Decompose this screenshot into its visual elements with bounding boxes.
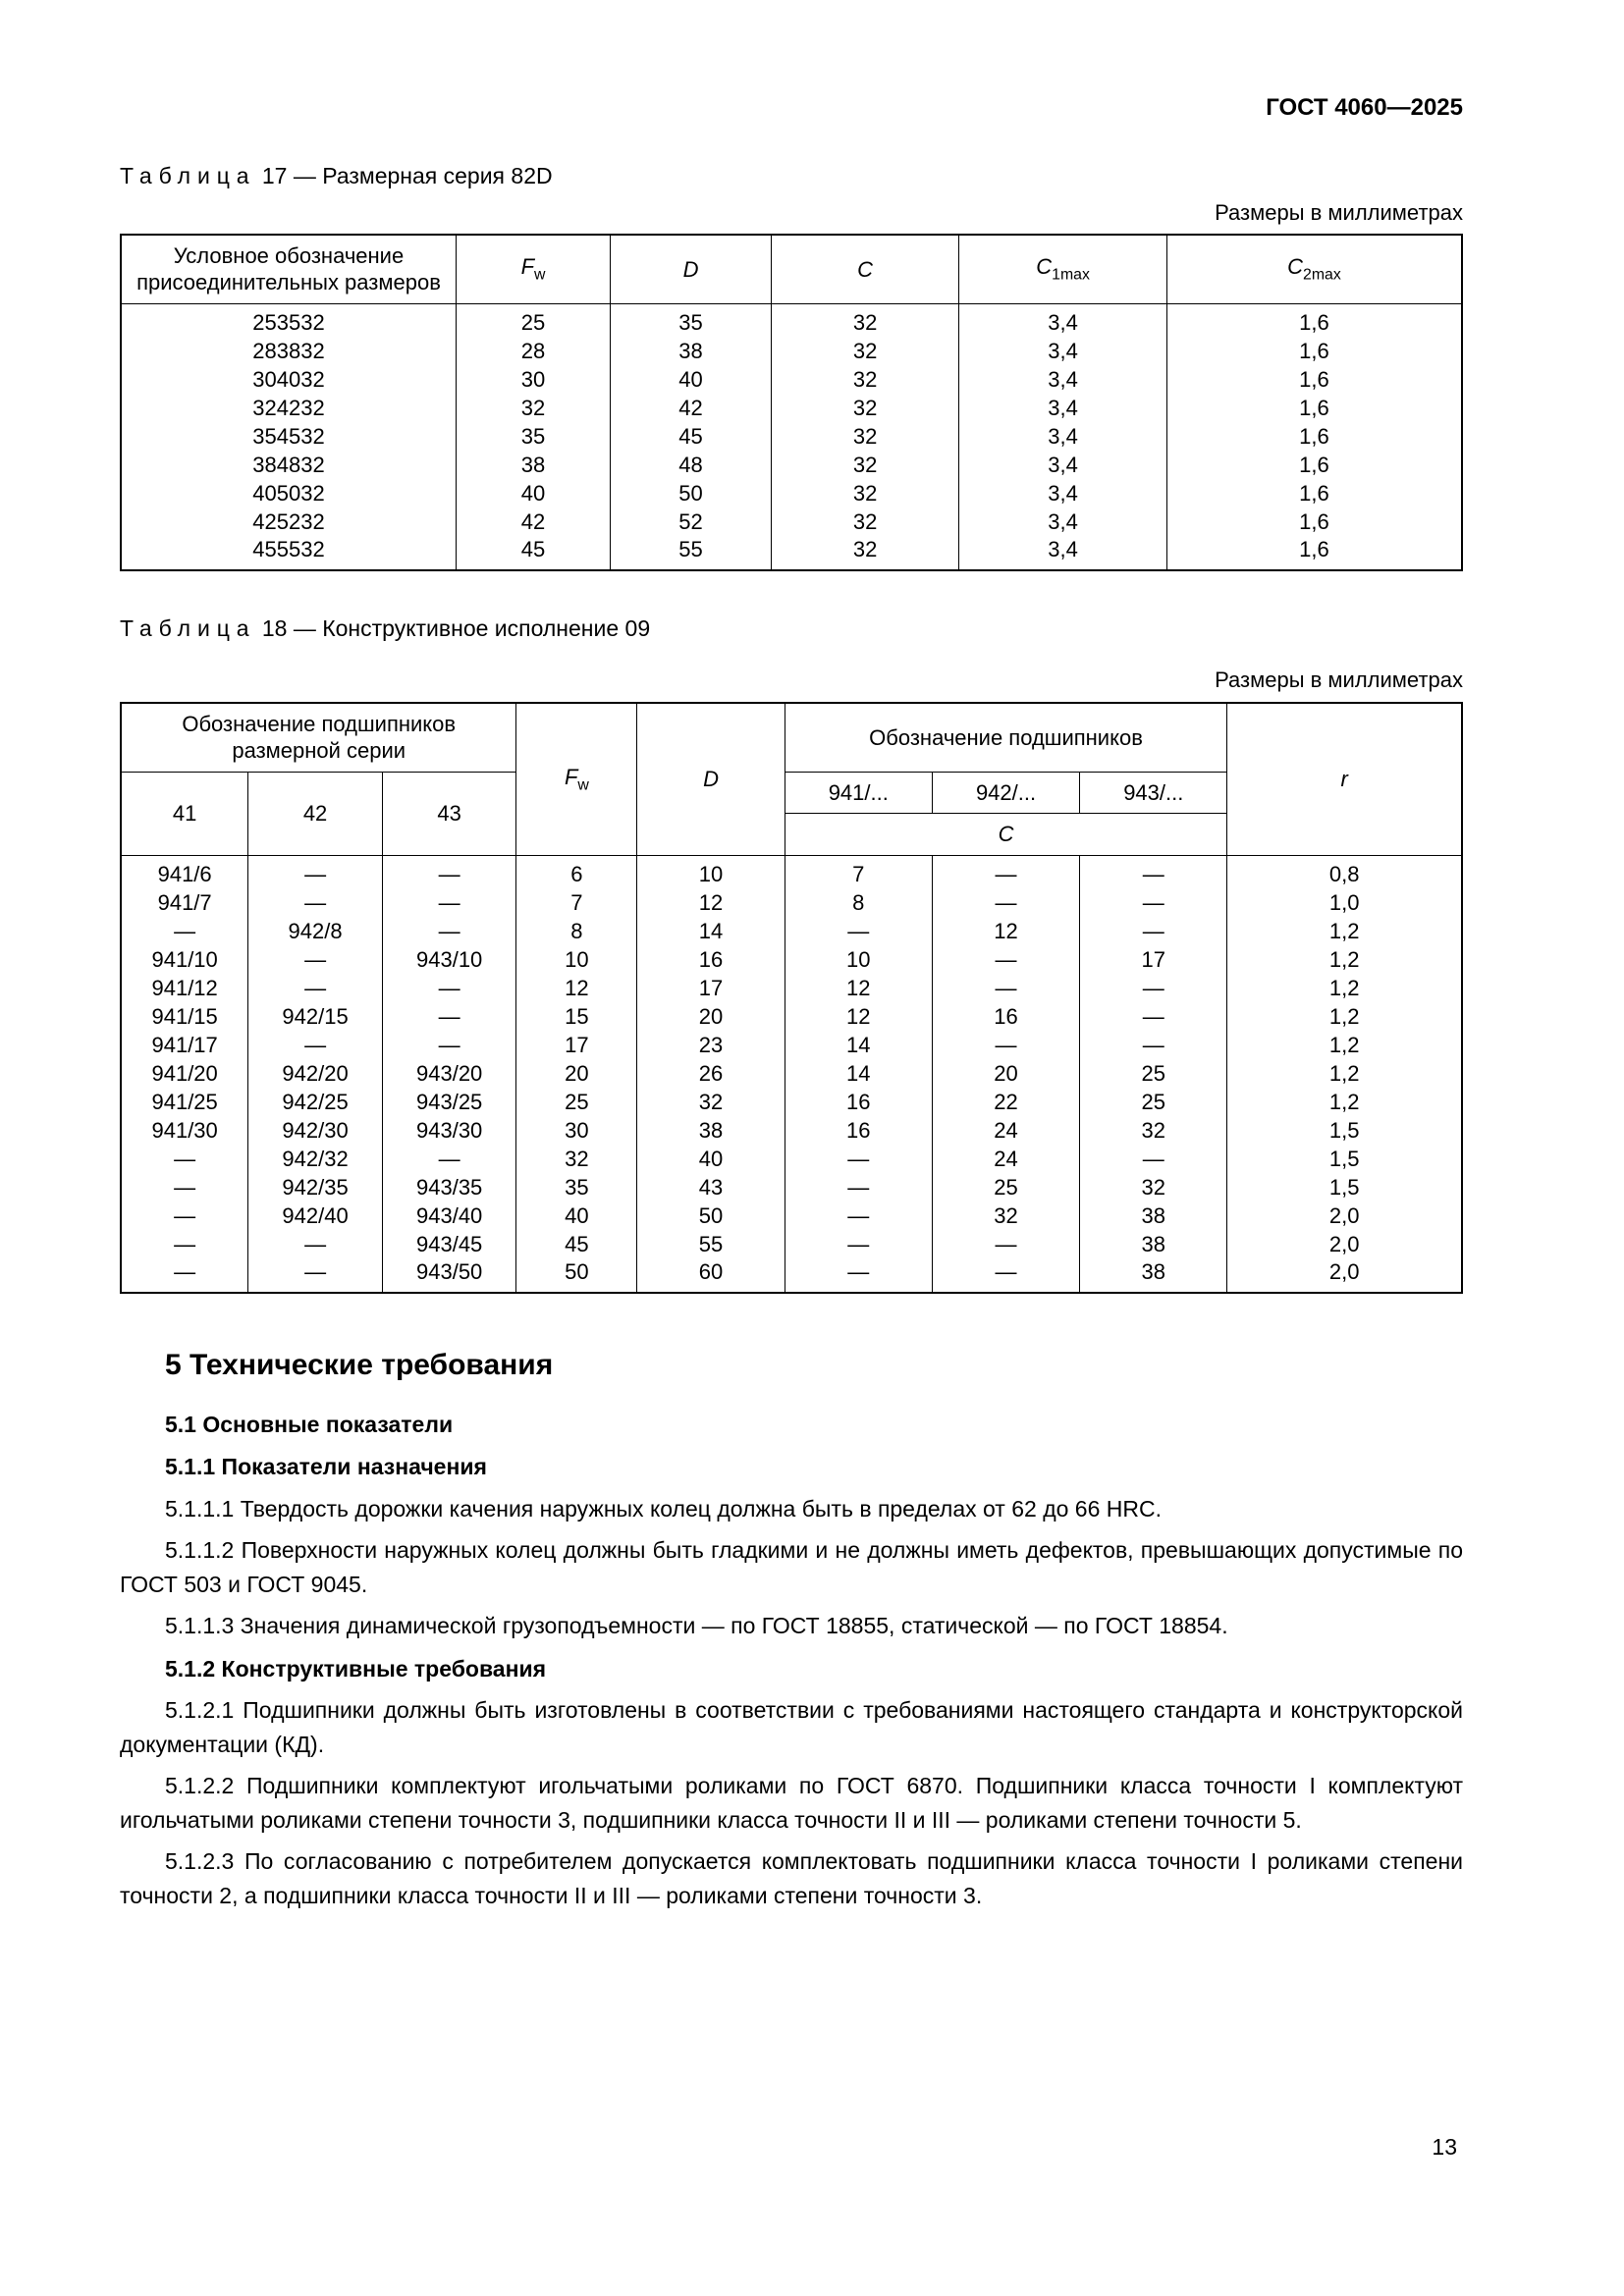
table-cell: 943/50 — [382, 1258, 516, 1292]
table-cell: 405032 — [121, 479, 457, 507]
table-cell: 942/40 — [248, 1201, 383, 1230]
table-cell: 45 — [457, 536, 611, 569]
table-18-caption — [120, 614, 1463, 643]
table-cell: 1,0 — [1227, 888, 1462, 917]
table-cell: 55 — [637, 1230, 785, 1258]
col-header-d: D — [611, 235, 772, 304]
table-cell: 425232 — [121, 507, 457, 536]
table-cell: 304032 — [121, 365, 457, 394]
table-cell: — — [121, 1230, 248, 1258]
table-cell: — — [1080, 1031, 1227, 1059]
table-cell: 942/32 — [248, 1145, 383, 1173]
paragraph-5-1-1-1: 5.1.1.1 Твердость дорожки качения наружных колец должна быть в пределах от 62 до 66 HRC. — [165, 1495, 1162, 1522]
table-cell: 943/35 — [382, 1173, 516, 1201]
table-cell: 60 — [637, 1258, 785, 1292]
table-cell: 30 — [516, 1116, 637, 1145]
table-cell: 3,4 — [959, 422, 1167, 451]
table-cell: — — [785, 1230, 932, 1258]
table-cell: 3,4 — [959, 479, 1167, 507]
table-cell: — — [121, 1258, 248, 1292]
table-cell: 25 — [516, 1088, 637, 1116]
table-cell: 32 — [637, 1088, 785, 1116]
table-row — [121, 337, 1462, 365]
table-cell: 1,6 — [1166, 365, 1462, 394]
table-17-header — [121, 235, 1462, 304]
table-cell: 32 — [457, 394, 611, 422]
table-cell: 1,5 — [1227, 1116, 1462, 1145]
table-cell: 1,2 — [1227, 945, 1462, 974]
table-cell: — — [248, 888, 383, 917]
table-cell: — — [1080, 888, 1227, 917]
table-cell: — — [121, 917, 248, 945]
col-header-942: 942/... — [932, 772, 1079, 814]
table-cell: 943/10 — [382, 945, 516, 974]
table-row — [121, 536, 1462, 569]
table-cell: 50 — [637, 1201, 785, 1230]
table-cell: 942/20 — [248, 1059, 383, 1088]
table-cell: 42 — [457, 507, 611, 536]
table-18-header — [121, 703, 1462, 856]
table-cell: 8 — [516, 917, 637, 945]
table-cell: 25 — [932, 1173, 1079, 1201]
table-cell: 1,6 — [1166, 507, 1462, 536]
table-cell: — — [121, 1173, 248, 1201]
table-cell: — — [248, 1031, 383, 1059]
table-cell: 15 — [516, 1002, 637, 1031]
table-cell: 32 — [771, 479, 958, 507]
table-cell: 32 — [771, 303, 958, 337]
table-row — [121, 1230, 1462, 1258]
col-header-42: 42 — [248, 772, 383, 855]
table-cell: — — [248, 1258, 383, 1292]
table-cell: 943/40 — [382, 1201, 516, 1230]
table-cell: 1,5 — [1227, 1145, 1462, 1173]
table-cell: 1,2 — [1227, 974, 1462, 1002]
table-cell: 943/45 — [382, 1230, 516, 1258]
table-cell: 941/25 — [121, 1088, 248, 1116]
table-cell: 38 — [611, 337, 772, 365]
table-cell: 941/7 — [121, 888, 248, 917]
table-cell: — — [932, 1230, 1079, 1258]
table-17-caption — [120, 162, 1463, 190]
table-cell: — — [382, 888, 516, 917]
table-cell: — — [248, 1230, 383, 1258]
table-17-body — [121, 303, 1462, 569]
table-cell: 40 — [457, 479, 611, 507]
table-cell: 28 — [457, 337, 611, 365]
table-cell: — — [932, 1031, 1079, 1059]
table-cell: — — [785, 917, 932, 945]
table-cell: 32 — [516, 1145, 637, 1173]
table-row — [121, 974, 1462, 1002]
table-row — [121, 1059, 1462, 1088]
table-cell: 16 — [637, 945, 785, 974]
table-row — [121, 507, 1462, 536]
table-cell: 14 — [785, 1059, 932, 1088]
table-17 — [120, 234, 1463, 571]
table-cell: — — [382, 917, 516, 945]
table-cell: 1,2 — [1227, 1031, 1462, 1059]
table-cell: 1,6 — [1166, 303, 1462, 337]
table-cell: 941/30 — [121, 1116, 248, 1145]
doc-number: ГОСТ 4060—2025 — [1266, 94, 1463, 121]
table-cell: 16 — [785, 1116, 932, 1145]
table-cell: 12 — [785, 1002, 932, 1031]
table-cell: — — [1080, 1002, 1227, 1031]
table-cell: 32 — [1080, 1116, 1227, 1145]
table-row — [121, 1201, 1462, 1230]
table-cell: 941/15 — [121, 1002, 248, 1031]
col-group-series-designation: Обозначение подшипников размерной серии — [121, 703, 516, 773]
table-cell: 38 — [457, 451, 611, 479]
table-row — [121, 917, 1462, 945]
col-header-c1max: $C_{1max}$ — [959, 235, 1167, 304]
col-header-c: C — [771, 235, 958, 304]
col-header-fw: $F_w$ — [457, 235, 611, 304]
table-cell: — — [932, 945, 1079, 974]
table-cell: 50 — [611, 479, 772, 507]
table-row — [121, 1002, 1462, 1031]
table-cell: 32 — [771, 536, 958, 569]
table-cell: 32 — [771, 451, 958, 479]
table-cell: — — [382, 855, 516, 888]
table-cell: 941/6 — [121, 855, 248, 888]
table-cell: 38 — [1080, 1258, 1227, 1292]
table-cell: 7 — [785, 855, 932, 888]
table-row — [121, 855, 1462, 888]
table-cell: 3,4 — [959, 394, 1167, 422]
table-cell: 17 — [1080, 945, 1227, 974]
table-row — [121, 422, 1462, 451]
table-cell: 943/30 — [382, 1116, 516, 1145]
table-cell: 3,4 — [959, 536, 1167, 569]
table-cell: 35 — [516, 1173, 637, 1201]
col-header-943: 943/... — [1080, 772, 1227, 814]
paragraph-5-1-2-2: 5.1.2.2 Подшипники комплектуют игольчатыми роликами по ГОСТ 6870. Подшипники класса точности I комплектуют игольчатыми роликами степени точности 3, подшипники класса точности II и III — роликами степени точности 5. — [120, 1773, 1463, 1833]
table-cell: 10 — [516, 945, 637, 974]
table-row — [121, 1088, 1462, 1116]
table-cell: 8 — [785, 888, 932, 917]
table-cell: 1,6 — [1166, 394, 1462, 422]
heading-5-1-2: 5.1.2 Конструктивные требования — [165, 1655, 547, 1682]
table-cell: 1,6 — [1166, 451, 1462, 479]
table-18 — [120, 702, 1463, 1294]
table-cell: 942/15 — [248, 1002, 383, 1031]
table-cell: 16 — [785, 1088, 932, 1116]
table-cell: 17 — [637, 974, 785, 1002]
table-row — [121, 394, 1462, 422]
table-cell: 17 — [516, 1031, 637, 1059]
table-row — [121, 1258, 1462, 1292]
table-cell: 22 — [932, 1088, 1079, 1116]
table-17-header-row — [121, 235, 1462, 304]
table-cell: — — [932, 855, 1079, 888]
table-cell: 941/20 — [121, 1059, 248, 1088]
table-cell: 943/20 — [382, 1059, 516, 1088]
table-cell: 942/8 — [248, 917, 383, 945]
table-cell: — — [785, 1145, 932, 1173]
table-cell: — — [382, 974, 516, 1002]
table-cell: 14 — [785, 1031, 932, 1059]
table-cell: 3,4 — [959, 337, 1167, 365]
table-cell: 1,2 — [1227, 1002, 1462, 1031]
table-cell: 38 — [637, 1116, 785, 1145]
table-cell: 45 — [611, 422, 772, 451]
table-cell: 1,6 — [1166, 479, 1462, 507]
table-cell: 1,6 — [1166, 536, 1462, 569]
table-cell: 38 — [1080, 1201, 1227, 1230]
table-18-body — [121, 855, 1462, 1292]
paragraph-5-1-1-3: 5.1.1.3 Значения динамической грузоподъемности — по ГОСТ 18855, статической — по ГОСТ 18854. — [165, 1613, 1228, 1639]
table-cell: — — [785, 1173, 932, 1201]
table-cell: 1,6 — [1166, 337, 1462, 365]
table-row — [121, 1031, 1462, 1059]
table-cell: 24 — [932, 1145, 1079, 1173]
col-header-c: С — [785, 814, 1227, 856]
table-cell: — — [382, 1002, 516, 1031]
table-cell: 7 — [516, 888, 637, 917]
table-row — [121, 1116, 1462, 1145]
table-cell: — — [248, 855, 383, 888]
table-cell: — — [932, 974, 1079, 1002]
table-cell: 10 — [637, 855, 785, 888]
table-cell: 50 — [516, 1258, 637, 1292]
table-cell: 3,4 — [959, 451, 1167, 479]
table-cell: 354532 — [121, 422, 457, 451]
table-row — [121, 365, 1462, 394]
table-cell: 2,0 — [1227, 1258, 1462, 1292]
table-cell: — — [121, 1201, 248, 1230]
table-cell: 253532 — [121, 303, 457, 337]
table-18-header-row-1 — [121, 703, 1462, 773]
table-cell: 26 — [637, 1059, 785, 1088]
table-cell: — — [1080, 1145, 1227, 1173]
table-row — [121, 303, 1462, 337]
col-header-c2max: $C_{2max}$ — [1166, 235, 1462, 304]
table-cell: 32 — [771, 394, 958, 422]
table-18-units-note: Размеры в миллиметрах — [1215, 667, 1463, 693]
table-cell: 941/12 — [121, 974, 248, 1002]
table-cell: 1,5 — [1227, 1173, 1462, 1201]
table-cell: — — [1080, 855, 1227, 888]
table-cell: 25 — [1080, 1088, 1227, 1116]
table-cell: 943/25 — [382, 1088, 516, 1116]
table-cell: — — [382, 1031, 516, 1059]
table-cell: 455532 — [121, 536, 457, 569]
table-cell: 14 — [637, 917, 785, 945]
col-header-d: D — [637, 703, 785, 856]
table-cell: 40 — [516, 1201, 637, 1230]
table-cell: 942/25 — [248, 1088, 383, 1116]
table-cell: 32 — [771, 337, 958, 365]
table-row — [121, 479, 1462, 507]
table-cell: 3,4 — [959, 365, 1167, 394]
table-cell: 0,8 — [1227, 855, 1462, 888]
table-caption-word: Таблица — [120, 614, 256, 641]
table-cell: 48 — [611, 451, 772, 479]
table-cell: — — [1080, 974, 1227, 1002]
table-cell: 32 — [1080, 1173, 1227, 1201]
paragraph-5-1-1-2: 5.1.1.2 Поверхности наружных колец должны быть гладкими и не должны иметь дефектов, превышающих допустимые по ГОСТ 503 и ГОСТ 9045. — [120, 1537, 1463, 1597]
col-header-43: 43 — [382, 772, 516, 855]
table-cell: 42 — [611, 394, 772, 422]
table-caption-word: Таблица — [120, 162, 256, 188]
table-cell: 35 — [457, 422, 611, 451]
table-cell: 32 — [771, 507, 958, 536]
table-cell: — — [248, 945, 383, 974]
page-number: 13 — [1432, 2134, 1457, 2160]
table-cell: 24 — [932, 1116, 1079, 1145]
col-header-941: 941/... — [785, 772, 932, 814]
table-cell: 941/17 — [121, 1031, 248, 1059]
table-cell: 25 — [1080, 1059, 1227, 1088]
table-cell: 25 — [457, 303, 611, 337]
table-cell: 942/30 — [248, 1116, 383, 1145]
section-5-title: 5 Технические требования — [165, 1348, 554, 1381]
table-cell: — — [382, 1145, 516, 1173]
table-cell: — — [785, 1258, 932, 1292]
table-cell: 45 — [516, 1230, 637, 1258]
table-cell: 3,4 — [959, 507, 1167, 536]
col-group-bearing-designation: Обозначение подшипников — [785, 703, 1227, 773]
table-cell: 941/10 — [121, 945, 248, 974]
table-row — [121, 888, 1462, 917]
table-cell: 3,4 — [959, 303, 1167, 337]
table-cell: 16 — [932, 1002, 1079, 1031]
table-cell: 20 — [516, 1059, 637, 1088]
table-cell: — — [932, 888, 1079, 917]
table-cell: 35 — [611, 303, 772, 337]
table-cell: 2,0 — [1227, 1201, 1462, 1230]
table-cell: 32 — [771, 422, 958, 451]
table-cell: — — [785, 1201, 932, 1230]
table-cell: 2,0 — [1227, 1230, 1462, 1258]
table-cell: — — [932, 1258, 1079, 1292]
table-cell: 12 — [637, 888, 785, 917]
table-cell: 12 — [785, 974, 932, 1002]
table-cell: 23 — [637, 1031, 785, 1059]
col-header-r: r — [1227, 703, 1462, 856]
table-cell: 942/35 — [248, 1173, 383, 1201]
table-row — [121, 1145, 1462, 1173]
table-17-units-note: Размеры в миллиметрах — [1215, 199, 1463, 225]
table-caption-text: 17 — Размерная серия 82D — [261, 162, 553, 188]
col-header-41: 41 — [121, 772, 248, 855]
table-cell: 32 — [771, 365, 958, 394]
col-header-designation: Условное обозначение присоединительных размеров — [121, 235, 457, 304]
paragraph-5-1-2-3: 5.1.2.3 По согласованию с потребителем допускается комплектовать подшипники класса точности I роликами степени точности 2, а подшипники класса точности II и III — роликами степени точности 3. — [120, 1848, 1463, 1908]
table-cell: 1,2 — [1227, 1088, 1462, 1116]
table-caption-text: 18 — Конструктивное исполнение 09 — [261, 614, 651, 641]
table-cell: 10 — [785, 945, 932, 974]
table-cell: 384832 — [121, 451, 457, 479]
table-cell: 324232 — [121, 394, 457, 422]
heading-5-1-1: 5.1.1 Показатели назначения — [165, 1454, 487, 1480]
table-cell: 55 — [611, 536, 772, 569]
table-cell: 40 — [611, 365, 772, 394]
table-cell: 20 — [932, 1059, 1079, 1088]
col-header-fw: $F_w$ — [516, 703, 637, 856]
table-cell: 1,6 — [1166, 422, 1462, 451]
table-cell: 283832 — [121, 337, 457, 365]
table-row — [121, 1173, 1462, 1201]
table-cell: 12 — [932, 917, 1079, 945]
table-row — [121, 945, 1462, 974]
paragraph-5-1-2-1: 5.1.2.1 Подшипники должны быть изготовлены в соответствии с требованиями настоящего стандарта и конструкторской документации (КД). — [120, 1697, 1463, 1757]
table-cell: 30 — [457, 365, 611, 394]
table-cell: — — [1080, 917, 1227, 945]
table-cell: 6 — [516, 855, 637, 888]
table-cell: 20 — [637, 1002, 785, 1031]
table-cell: 32 — [932, 1201, 1079, 1230]
table-cell: 43 — [637, 1173, 785, 1201]
table-cell: 38 — [1080, 1230, 1227, 1258]
table-cell: 40 — [637, 1145, 785, 1173]
table-cell: — — [121, 1145, 248, 1173]
table-cell: 1,2 — [1227, 1059, 1462, 1088]
table-cell: 52 — [611, 507, 772, 536]
table-cell: 12 — [516, 974, 637, 1002]
table-cell: — — [248, 974, 383, 1002]
heading-5-1: 5.1 Основные показатели — [165, 1412, 454, 1438]
table-row — [121, 451, 1462, 479]
table-cell: 1,2 — [1227, 917, 1462, 945]
